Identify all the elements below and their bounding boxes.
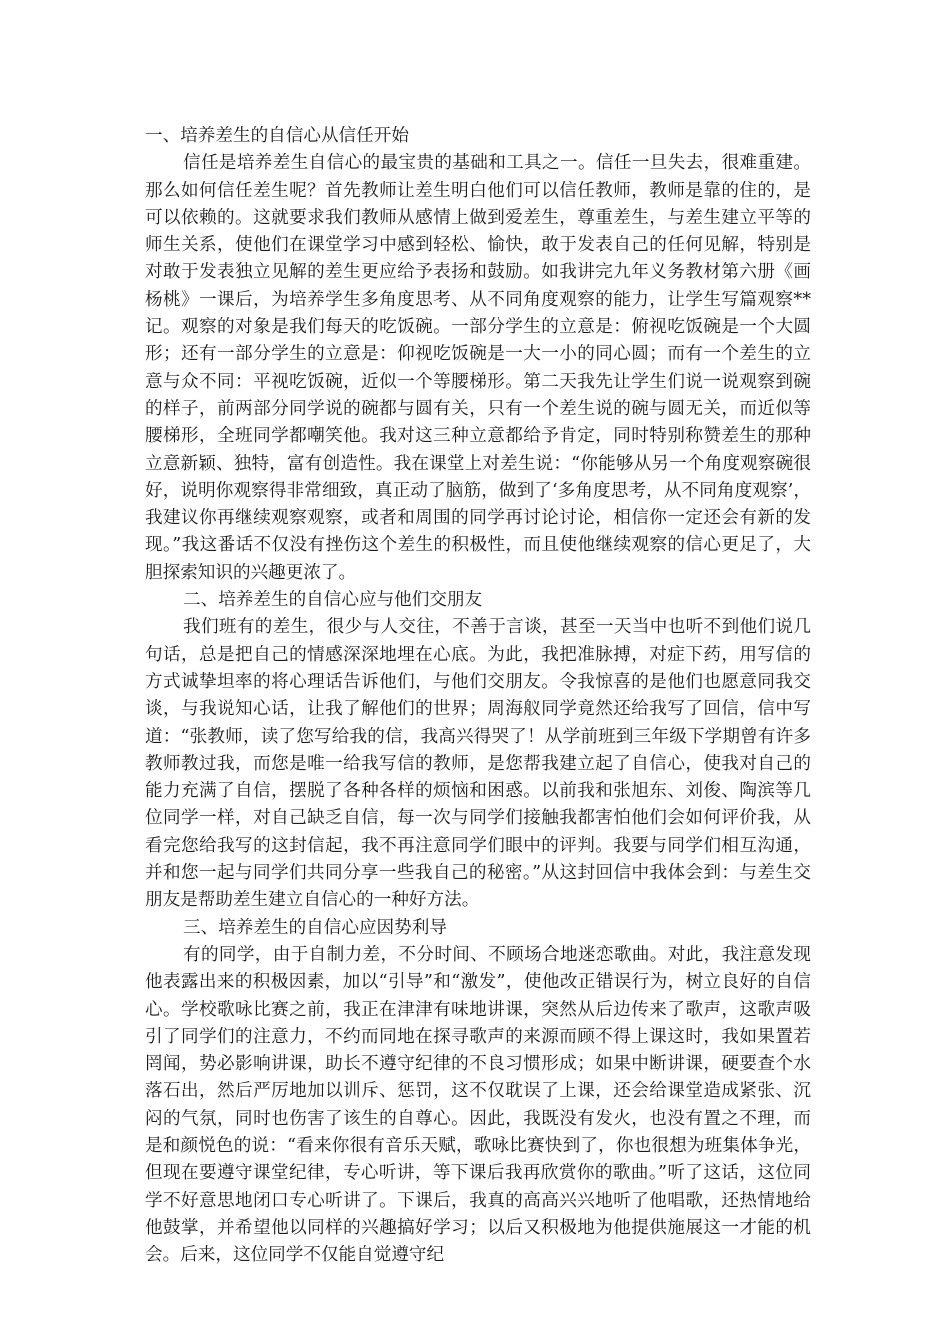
section-2-heading: 二、培养差生的自信心应与他们交朋友 bbox=[183, 590, 483, 611]
section-1-heading: 一、培养差生的自信心从信任开始 bbox=[145, 126, 409, 146]
section-3-heading: 三、培养差生的自信心应因势利导 bbox=[183, 917, 447, 938]
section-1-paragraph: 信任是培养差生自信心的最宝贵的基础和工具之一。信任一旦失去，很难重建。那么如何信任差生呢？首先教师让差生明白他们可以信任教师，教师是靠的住的，是可以依赖的。这就要求我们教师从感情上做到爱差生，尊重差生，与差生建立平等的师生关系，使他们在课堂学习中感到轻松、愉快，敢于发表自己的任何见解，特别是对敢于发表独立见解的差生更应给予表扬和鼓励。如我讲完九年义务教材第六册《画杨桃》一课后，为培养学生多角度思考、从不同角度观察的能力，让学生写篇观察**记。观察的对象是我们每天的吃饭碗。一部分学生的立意是：俯视吃饭碗是一个大圆形；还有一部分学生的立意是：仰视吃饭碗是一大一小的同心圆；而有一个差生的立意与众不同：平视吃饭碗，近似一个等腰梯形。第二天我先让学生们说一说观察到碗的样子，前两部分同学说的碗都与圆有关，只有一个差生说的碗与圆无关，而近似等腰梯形，全班同学都嘲笑他。我对这三种立意都给予肯定，同时特别称赞差生的那种立意新颖、独特，富有创造性。我在课堂上对差生说：“你能够从另一个角度观察碗很好，说明你观察得非常细致，真正动了脑筋，做到了‘多角度思考，从不同角度观察’，我建议你再继续观察观察，或者和周围的同学再讨论讨论，相信你一定还会有新的发现。”我这番话不仅没有挫伤这个差生的积极性，而且使他继续观察的信心更足了，大胆探索知识的兴趣更浓了。 bbox=[145, 153, 811, 583]
section-3-paragraph: 有的同学，由于自制力差，不分时间、不顾场合地迷恋歌曲。对此，我注意发现他表露出来的积极因素，加以“引导”和“激发”，使他改正错误行为，树立良好的自信心。学校歌咏比赛之前，我正在津津有味地讲课，突然从后边传来了歌声，这歌声吸引了同学们的注意力，不约而同地在探寻歌声的来源而顾不得上课这时，我如果置若罔闻，势必影响讲课，助长不遵守纪律的不良习惯形成；如果中断讲课，硬要查个水落石出，然后严厉地加以训斥、惩罚，这不仅耽误了上课，还会给课堂造成紧张、沉闷的气氛，同时也伤害了该生的自尊心。因此，我既没有发火，也没有置之不理，而是和颜悦色的说：“看来你很有音乐天赋，歌咏比赛快到了，你也很想为班集体争光，但现在要遵守课堂纪律，专心听讲，等下课后我再欣赏你的歌曲。”听了这话，这位同学不好意思地闭口专心听讲了。下课后，我真的高高兴兴地听了他唱歌，还热情地给他鼓掌，并希望他以同样的兴趣搞好学习；以后又积极地为他提供施展这一才能的机会。后来，这位同学不仅能自觉遵守纪 bbox=[145, 944, 811, 1266]
document-body bbox=[145, 123, 811, 1269]
section-2-paragraph: 我们班有的差生，很少与人交往，不善于言谈，甚至一天当中也听不到他们说几句话，总是把自己的情感深深地埋在心底。为此，我把准脉搏，对症下药，用写信的方式诚挚坦率的将心理话告诉他们，与他们交朋友。令我惊喜的是他们也愿意同我交谈，与我说知心话，让我了解他们的世界；周海舣同学竟然还给我写了回信，信中写道：“张教师，读了您写给我的信，我高兴得哭了！从学前班到三年级下学期曾有许多教师教过我，而您是唯一给我写信的教师，是您帮我建立起了自信心，使我对自己的能力充满了自信，摆脱了各种各样的烦恼和困惑。以前我和张旭东、刘俊、陶滨等几位同学一样，对自己缺乏自信，每一次与同学们接触我都害怕他们会如何评价我，从看完您给我写的这封信起，我不再注意同学们眼中的评判。我要与同学们相互沟通，并和您一起与同学们共同分享一些我自己的秘密。”从这封回信中我体会到：与差生交朋友是帮助差生建立自信心的一种好方法。 bbox=[145, 617, 811, 911]
